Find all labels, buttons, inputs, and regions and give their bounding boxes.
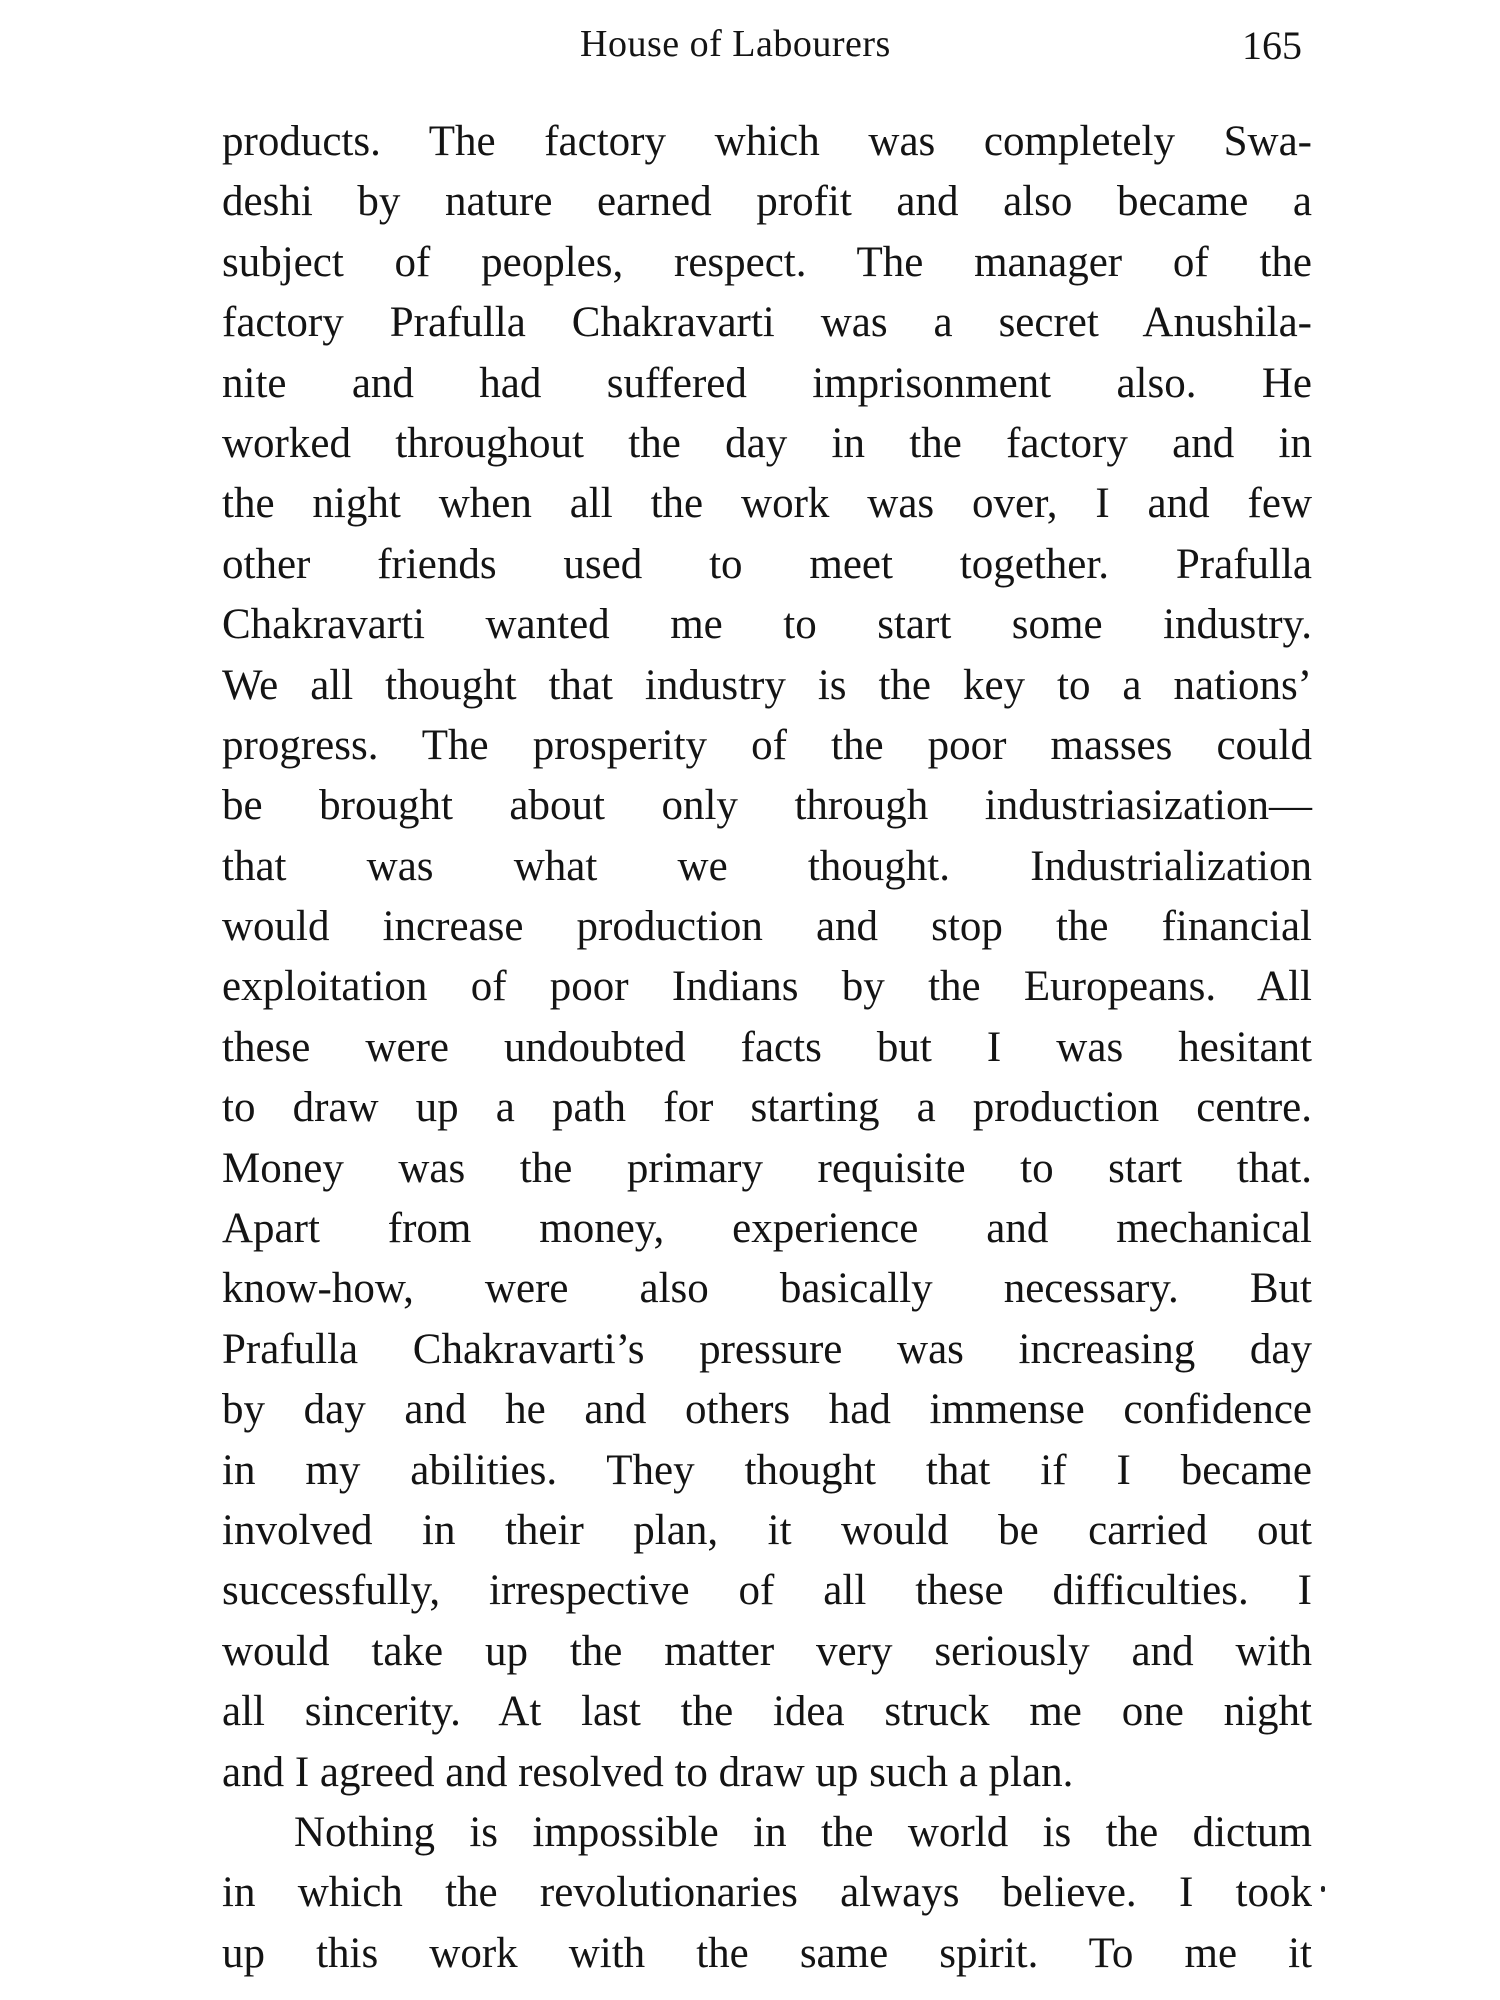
text-line: would take up the matter very seriously and with — [222, 1627, 1312, 1675]
text-line: up this work with the same spirit. To me it — [222, 1929, 1312, 1977]
text-line: involved in their plan, it would be carried out — [222, 1506, 1312, 1554]
text-line: Apart from money, experience and mechanical — [222, 1205, 1312, 1253]
text-line: the night when all the work was over, I and few — [222, 480, 1312, 528]
running-header — [220, 22, 1310, 82]
text-line: worked throughout the day in the factory and in — [222, 419, 1312, 467]
text-line: nite and had suffered imprisonment also. He — [222, 359, 1312, 407]
text-line: these were undoubted facts but I was hesitant — [222, 1023, 1312, 1071]
text-line: know-how, were also basically necessary. But — [222, 1265, 1312, 1313]
text-line: successfully, irrespective of all these difficulties. I — [222, 1567, 1312, 1615]
text-line: products. The factory which was completely Swa- — [222, 118, 1312, 165]
text-line: that was what we thought. Industrialization — [222, 842, 1312, 890]
text-line: all sincerity. At last the idea struck me one night — [222, 1688, 1312, 1736]
text-line: Chakravarti wanted me to start some industry. — [222, 601, 1312, 649]
text-line: subject of peoples, respect. The manager of the — [222, 238, 1312, 286]
text-line: We all thought that industry is the key to a nations’ — [222, 661, 1312, 709]
text-line: in my abilities. They thought that if I became — [222, 1446, 1312, 1494]
text-line: other friends used to meet together. Prafulla — [222, 540, 1312, 588]
print-speck — [1321, 1886, 1325, 1892]
text-line: Nothing is impossible in the world is the dictum — [294, 1808, 1312, 1856]
text-line: would increase production and stop the financial — [222, 903, 1312, 951]
text-line: factory Prafulla Chakravarti was a secret Anushila- — [222, 299, 1312, 347]
text-line: to draw up a path for starting a production centre. — [222, 1084, 1312, 1132]
text-line: exploitation of poor Indians by the Europeans. All — [222, 963, 1312, 1011]
running-title: House of Labourers — [580, 23, 891, 65]
text-line: deshi by nature earned profit and also became a — [222, 178, 1312, 226]
text-line: by day and he and others had immense confidence — [222, 1386, 1312, 1434]
text-line: and I agreed and resolved to draw up such a plan. — [222, 1748, 1074, 1796]
text-line: Money was the primary requisite to start that. — [222, 1144, 1312, 1192]
text-line: progress. The prosperity of the poor masses could — [222, 721, 1312, 769]
text-line: in which the revolutionaries always believe. I took — [222, 1869, 1312, 1917]
body-text — [222, 112, 1312, 1984]
text-line: be brought about only through industriasization— — [222, 782, 1312, 830]
page-number: 165 — [1242, 23, 1302, 68]
text-line: Prafulla Chakravarti’s pressure was increasing day — [222, 1325, 1312, 1373]
